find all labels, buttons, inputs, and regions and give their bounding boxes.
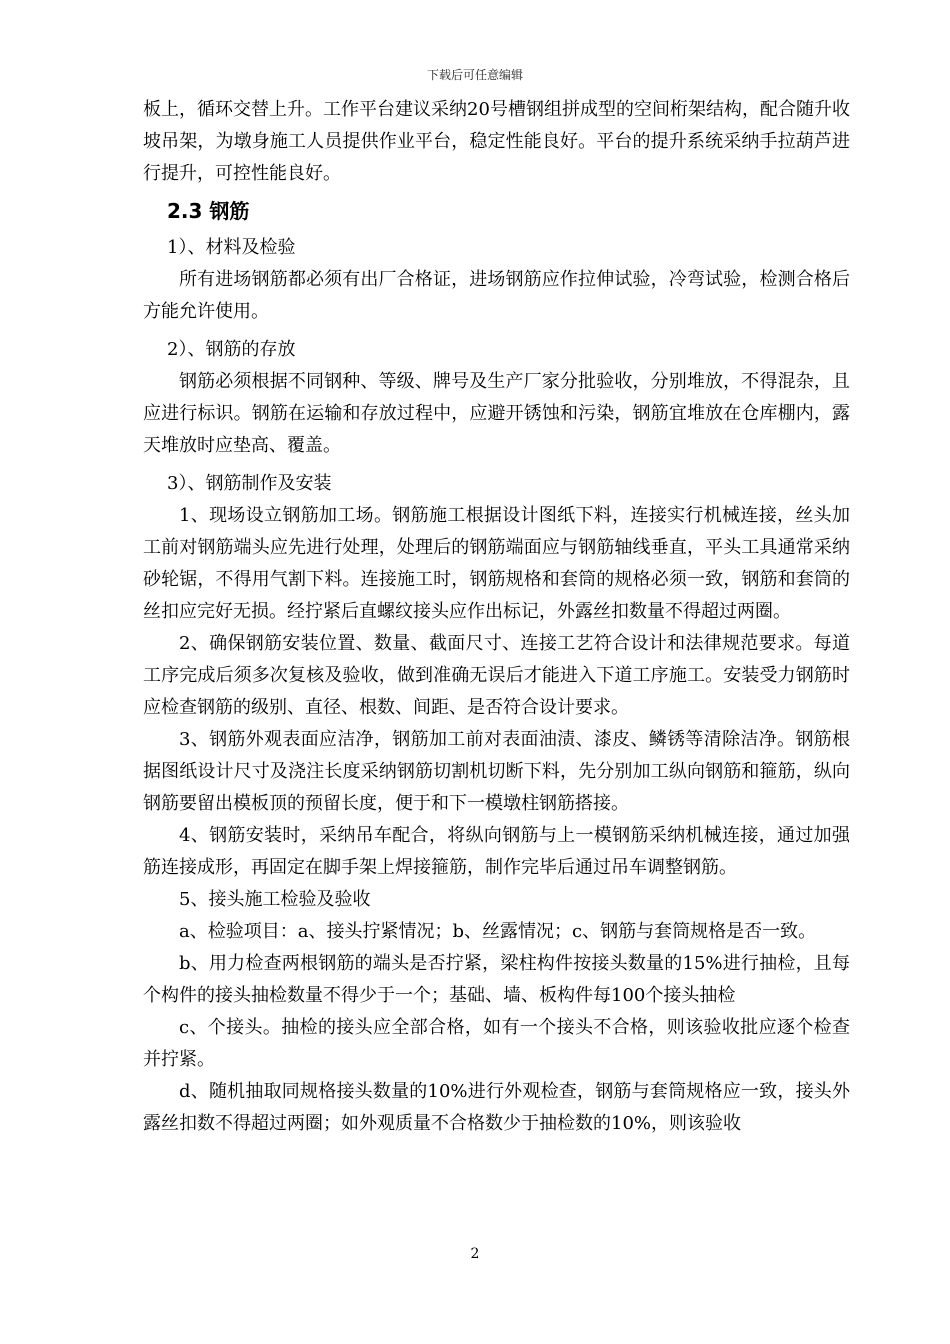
subsection-title: 2）、钢筋的存放 xyxy=(167,339,296,360)
paragraph: 钢筋必须根据不同钢种、等级、牌号及生产厂家分批验收，分别堆放，不得混杂，且应进行标识。钢筋在运输和存放过程中，应避开锈蚀和污染，钢筋宜堆放在仓库棚内，露天堆放时应垫高、覆盖。 xyxy=(143,371,850,456)
subsection-title: 3）、钢筋制作及安装 xyxy=(167,473,332,494)
paragraph: d、随机抽取同规格接头数量的10%进行外观检查，钢筋与套筒规格应一致，接头外露丝扣数不得超过两圈；如外观质量不合格数少于抽检数的10%，则该验收 xyxy=(143,1081,850,1134)
paragraph: b、用力检查两根钢筋的端头是否拧紧，梁柱构件按接头数量的15%进行抽检，且每个构件的接头抽检数量不得少于一个；基础、墙、板构件每100个接头抽检 xyxy=(143,953,850,1006)
paragraph: a、检验项目：a、接头拧紧情况；b、丝露情况；c、钢筋与套筒规格是否一致。 xyxy=(179,921,817,942)
paragraph: 3、钢筋外观表面应洁净，钢筋加工前对表面油渍、漆皮、鳞锈等清除洁净。钢筋根据图纸设计尺寸及浇注长度采纳钢筋切割机切断下料，先分别加工纵向钢筋和箍筋，纵向钢筋要留出模板顶的预留长度，便于和下一模墩柱钢筋搭接。 xyxy=(143,729,850,814)
paragraph: 4、钢筋安装时，采纳吊车配合，将纵向钢筋与上一模钢筋采纳机械连接，通过加强筋连接成形，再固定在脚手架上焊接箍筋，制作完毕后通过吊车调整钢筋。 xyxy=(143,825,850,878)
page-header: 下载后可任意编辑 xyxy=(426,68,523,82)
paragraph: 板上，循环交替上升。工作平台建议采纳20号槽钢组拼成型的空间桁架结构，配合随升收坡吊架，为墩身施工人员提供作业平台，稳定性能良好。平台的提升系统采纳手拉葫芦进行提升，可控性能良好。 xyxy=(143,99,850,184)
paragraph: c、个接头。抽检的接头应全部合格，如有一个接头不合格，则该验收批应逐个检查并拧紧。 xyxy=(143,1017,850,1070)
paragraph: 1、现场设立钢筋加工场。钢筋施工根据设计图纸下料，连接实行机械连接，丝头加工前对钢筋端头应先进行处理，处理后的钢筋端面应与钢筋轴线垂直，平头工具通常采纳砂轮锯，不得用气割下料。连接施工时，钢筋规格和套筒的规格必须一致，钢筋和套筒的丝扣应完好无损。经拧紧后直螺纹接头应作出标记，外露丝扣数量不得超过两圈。 xyxy=(143,505,850,622)
paragraph: 所有进场钢筋都必须有出厂合格证，进场钢筋应作拉伸试验，冷弯试验，检测合格后方能允许使用。 xyxy=(143,269,850,322)
section-heading: 2.3 钢筋 xyxy=(167,199,250,223)
subsection-title: 1）、材料及检验 xyxy=(167,237,296,258)
page-body xyxy=(143,94,850,1140)
page-number: 2 xyxy=(470,1246,480,1262)
paragraph: 2、确保钢筋安装位置、数量、截面尺寸、连接工艺符合设计和法律规范要求。每道工序完成后须多次复核及验收，做到准确无误后才能进入下道工序施工。安装受力钢筋时应检查钢筋的级别、直径、根数、间距、是否符合设计要求。 xyxy=(143,633,850,718)
paragraph: 5、接头施工检验及验收 xyxy=(179,889,371,910)
